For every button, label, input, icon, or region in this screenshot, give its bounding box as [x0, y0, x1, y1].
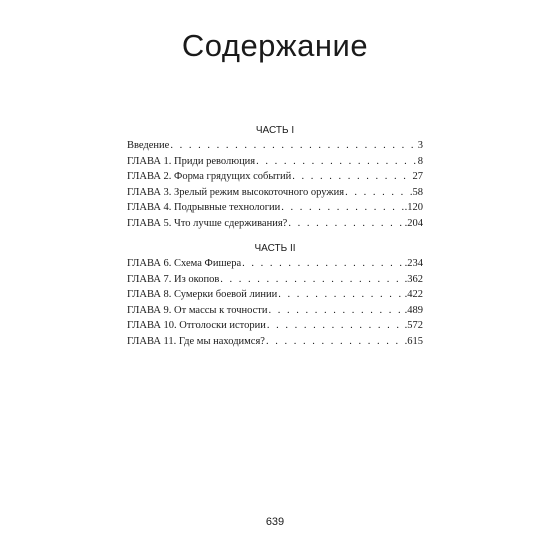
dot-leader	[256, 154, 417, 170]
toc-entry-title: ГЛАВА 9. От массы к точности	[127, 304, 268, 316]
toc-entry-chapter-11[interactable]	[127, 334, 423, 350]
part-2-toc-list	[127, 256, 423, 349]
toc-entry-chapter-7[interactable]	[127, 272, 423, 288]
toc-entry-chapter-2[interactable]	[127, 169, 423, 185]
toc-entry-page: 58	[412, 186, 423, 198]
toc-entry-title: ГЛАВА 11. Где мы находимся?	[127, 335, 265, 347]
toc-entry-chapter-10[interactable]	[127, 318, 423, 334]
toc-entry-title: ГЛАВА 2. Форма грядущих событий	[127, 171, 292, 182]
toc-entry-page: .362	[404, 273, 423, 285]
toc-entry-title: ГЛАВА 1. Приди революция	[127, 155, 256, 167]
toc-entry-page: .489	[404, 304, 423, 316]
toc-entry-title: ГЛАВА 10. Отголоски истории	[127, 320, 266, 331]
toc-entry-chapter-3[interactable]	[127, 185, 423, 201]
dot-leader	[288, 216, 403, 232]
dot-leader	[278, 287, 403, 303]
toc-entry-page: 8	[417, 155, 423, 167]
toc-entry-chapter-8[interactable]	[127, 287, 423, 303]
dot-leader	[292, 169, 411, 185]
toc-entry-chapter-9[interactable]	[127, 303, 423, 319]
toc-entry-page: .204	[404, 217, 423, 229]
toc-entry-page: .234	[404, 258, 423, 269]
toc-entry-title: ГЛАВА 5. Что лучше сдерживания?	[127, 217, 288, 229]
toc-entry-page: 3	[417, 140, 423, 151]
toc-entry-title: Введение	[127, 140, 170, 151]
part-2-heading: ЧАСТЬ II	[254, 243, 296, 254]
dot-leader	[281, 200, 403, 216]
dot-leader	[345, 185, 411, 201]
toc-entry-title: ГЛАВА 7. Из окопов	[127, 273, 220, 285]
toc-entry-page: .120	[404, 202, 423, 213]
dot-leader	[242, 256, 404, 272]
dot-leader	[266, 334, 404, 350]
toc-entry-title: ГЛАВА 3. Зрелый режим высокоточного оружия	[127, 186, 345, 198]
part-1-heading: ЧАСТЬ I	[255, 125, 295, 136]
toc-entry-chapter-6[interactable]	[127, 256, 423, 272]
toc-entry-title: ГЛАВА 6. Схема Фишера	[127, 258, 242, 269]
toc-entry-chapter-4[interactable]	[127, 200, 423, 216]
toc-entry-title: ГЛАВА 8. Сумерки боевой линии	[127, 289, 278, 300]
part-1-toc-list	[127, 138, 423, 231]
toc-entry-chapter-1[interactable]	[127, 154, 423, 170]
dot-leader	[269, 303, 404, 319]
dot-leader	[220, 272, 403, 288]
dot-leader	[267, 318, 404, 334]
toc-entry-page: .615	[404, 335, 423, 347]
toc-entry-chapter-5[interactable]	[127, 216, 423, 232]
page-title: Содержание	[181, 28, 369, 63]
toc-entry-page: .572	[404, 320, 423, 331]
page-number: 639	[265, 516, 285, 528]
toc-entry-introduction[interactable]	[127, 138, 423, 154]
toc-entry-page: .422	[404, 289, 423, 300]
toc-entry-title: ГЛАВА 4. Подрывные технологии	[127, 202, 281, 213]
dot-leader	[170, 138, 416, 154]
toc-entry-page: 27	[412, 171, 423, 182]
